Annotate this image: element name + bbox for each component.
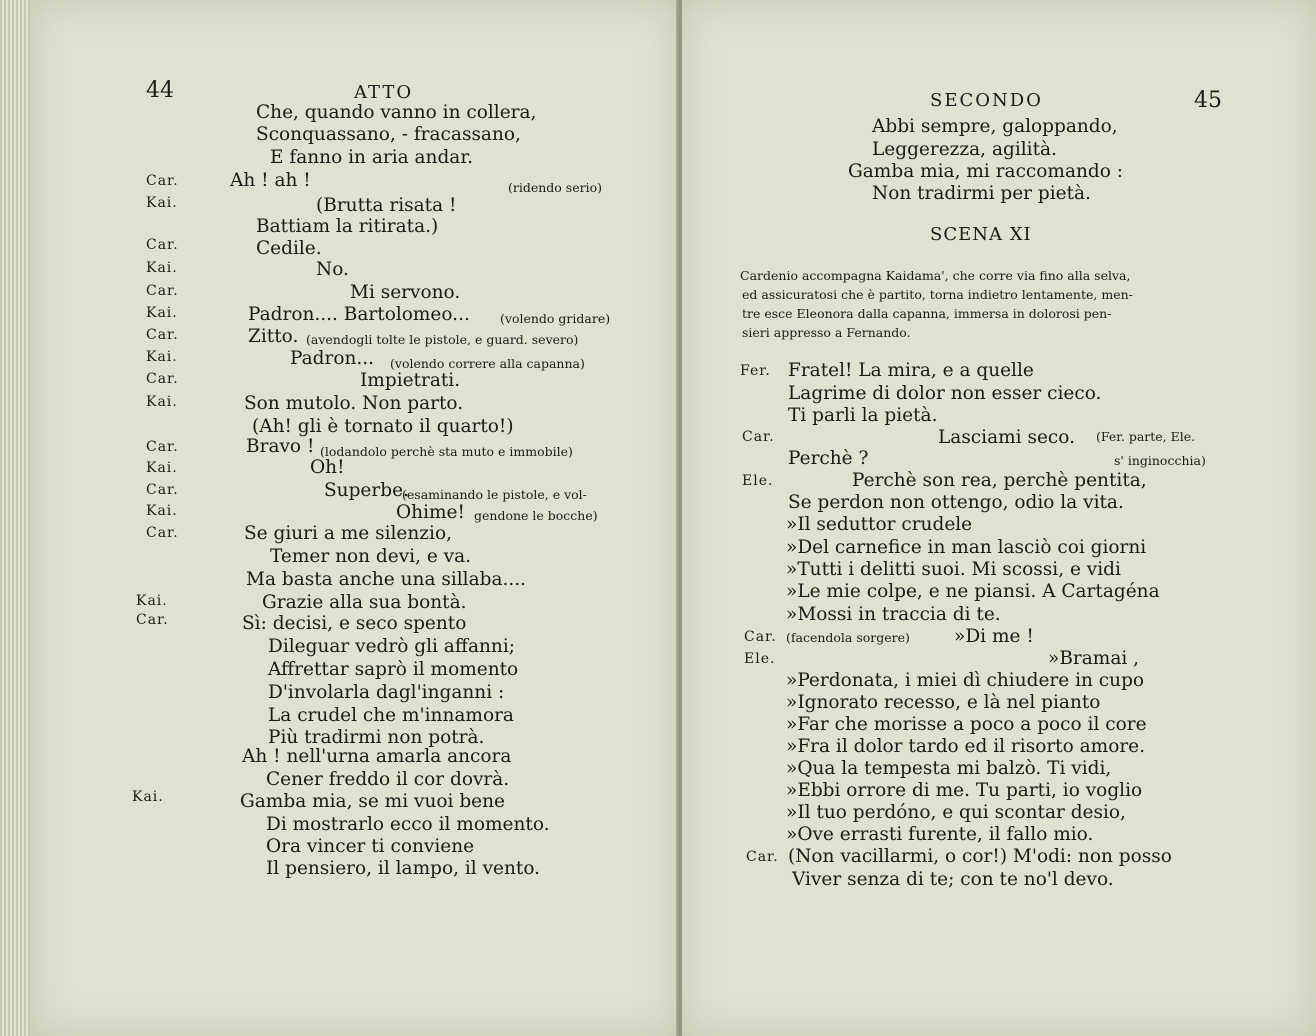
verse-line: Cener freddo il cor dovrà. xyxy=(266,769,510,790)
verse-line: »Fra il dolor tardo ed il risorto amore. xyxy=(786,736,1146,757)
speaker-label: Car. xyxy=(742,429,775,445)
page-edges xyxy=(0,0,32,1036)
verse-line: »Qua la tempesta mi balzò. Ti vidi, xyxy=(786,758,1112,779)
speaker-label: Car. xyxy=(746,849,779,865)
stage-direction: (Fer. parte, Ele. xyxy=(1096,429,1196,444)
verse-line: Gamba mia, mi raccomando : xyxy=(848,161,1124,182)
verse-line: Viver senza di te; con te no'l devo. xyxy=(792,869,1114,890)
verse-line: Lagrime di dolor non esser cieco. xyxy=(788,383,1102,404)
right-page xyxy=(682,0,1316,1036)
verse-line: Zitto. xyxy=(248,326,299,347)
verse-line: Impietrati. xyxy=(360,370,461,391)
verse-line: No. xyxy=(316,259,349,280)
stage-direction: gendone le bocche) xyxy=(474,508,598,523)
stage-direction: (lodandolo perchè sta muto e immobile) xyxy=(320,444,573,459)
verse-line: Leggerezza, agilità. xyxy=(872,139,1057,160)
verse-line: Gamba mia, se mi vuoi bene xyxy=(240,791,505,812)
scene-title: SCENA XI xyxy=(930,224,1032,245)
speaker-label: Kai. xyxy=(146,305,178,321)
verse-line: (Ah! gli è tornato il quarto!) xyxy=(252,416,514,437)
verse-line: Il pensiero, il lampo, il vento. xyxy=(266,858,541,879)
verse-line: Perchè ? xyxy=(788,448,869,469)
verse-line: Abbi sempre, galoppando, xyxy=(872,116,1118,137)
verse-line: Più tradirmi non potrà. xyxy=(268,727,485,748)
scene-description: Cardenio accompagna Kaidama', che corre via fino alla selva, xyxy=(740,268,1131,283)
running-header: SECONDO xyxy=(930,90,1043,111)
verse-line: Padron.... Bartolomeo... xyxy=(248,304,470,325)
verse-line: (Non vacillarmi, o cor!) M'odi: non posso xyxy=(788,846,1172,867)
verse-line: Cedile. xyxy=(256,238,322,259)
stage-direction: (ridendo serio) xyxy=(508,180,602,195)
speaker-label: Car. xyxy=(146,327,179,343)
verse-line: Perchè son rea, perchè pentita, xyxy=(852,470,1147,491)
verse-line: Superbe. xyxy=(324,480,409,501)
verse-line: Sconquassano, - fracassano, xyxy=(256,124,521,145)
verse-line: »Bramai , xyxy=(1048,648,1140,669)
speaker-label: Kai. xyxy=(132,789,164,805)
scene-description: sieri appresso a Fernando. xyxy=(742,325,911,340)
verse-line: Ah ! nell'urna amarla ancora xyxy=(242,746,512,767)
verse-line: Son mutolo. Non parto. xyxy=(244,393,464,414)
verse-line: Mi servono. xyxy=(350,282,461,303)
page-number: 45 xyxy=(1194,88,1222,113)
verse-line: Non tradirmi per pietà. xyxy=(872,183,1091,204)
speaker-label: Car. xyxy=(136,612,169,628)
speaker-label: Car. xyxy=(146,237,179,253)
verse-line: »Del carnefice in man lasciò coi giorni xyxy=(786,537,1147,558)
verse-line: E fanno in aria andar. xyxy=(270,147,474,168)
speaker-label: Kai. xyxy=(146,349,178,365)
verse-line: Dileguar vedrò gli affanni; xyxy=(268,636,515,657)
scene-description: tre esce Eleonora dalla capanna, immersa in dolorosi pen- xyxy=(742,306,1112,321)
speaker-label: Car. xyxy=(146,482,179,498)
verse-line: »Ignorato recesso, e là nel pianto xyxy=(786,692,1101,713)
speaker-label: Car. xyxy=(744,629,777,645)
verse-line: Se perdon non ottengo, odio la vita. xyxy=(788,492,1124,513)
stage-direction: (avendogli tolte le pistole, e guard. severo) xyxy=(306,332,579,347)
stage-direction: (volendo correre alla capanna) xyxy=(390,356,585,371)
verse-line: »Far che morisse a poco a poco il core xyxy=(786,714,1147,735)
speaker-label: Car. xyxy=(146,525,179,541)
speaker-label: Car. xyxy=(146,283,179,299)
stage-direction: (volendo gridare) xyxy=(500,311,611,326)
speaker-label: Ele. xyxy=(744,651,776,667)
speaker-label: Ele. xyxy=(742,473,774,489)
verse-line: Ohime! xyxy=(396,502,465,523)
speaker-label: Kai. xyxy=(146,394,178,410)
verse-line: »Ove errasti furente, il fallo mio. xyxy=(786,824,1094,845)
verse-line: »Ebbi orrore di me. Tu parti, io voglio xyxy=(786,780,1143,801)
speaker-label: Kai. xyxy=(146,195,178,211)
verse-line: »Perdonata, i miei dì chiudere in cupo xyxy=(786,670,1145,691)
scene-description: ed assicuratosi che è partito, torna indietro lentamente, men- xyxy=(742,287,1133,302)
page-number: 44 xyxy=(146,78,174,103)
speaker-label: Kai. xyxy=(146,503,178,519)
verse-line: »Il tuo perdóno, e qui scontar desio, xyxy=(786,802,1126,823)
verse-line: Affrettar saprò il momento xyxy=(268,659,519,680)
speaker-label: Fer. xyxy=(740,363,771,379)
speaker-label: Car. xyxy=(146,371,179,387)
verse-line: Che, quando vanno in collera, xyxy=(256,102,537,123)
speaker-label: Car. xyxy=(146,439,179,455)
speaker-label: Kai. xyxy=(146,260,178,276)
verse-line: La crudel che m'innamora xyxy=(268,705,514,726)
verse-line: »Tutti i delitti suoi. Mi scossi, e vidi xyxy=(786,559,1121,580)
stage-direction: (esaminando le pistole, e vol- xyxy=(402,487,587,502)
verse-line: Ti parli la pietà. xyxy=(788,405,938,426)
verse-line: Battiam la ritirata.) xyxy=(256,216,439,237)
verse-line: Se giuri a me silenzio, xyxy=(244,523,452,544)
verse-line: Grazie alla sua bontà. xyxy=(262,592,467,613)
running-header: ATTO xyxy=(354,82,414,103)
verse-line: D'involarla dagl'inganni : xyxy=(268,682,505,703)
verse-line: »Di me ! xyxy=(954,626,1034,647)
verse-line: Padron... xyxy=(290,348,375,369)
verse-line: Ora vincer ti conviene xyxy=(266,836,475,857)
verse-line: Di mostrarlo ecco il momento. xyxy=(266,814,550,835)
verse-line: Bravo ! xyxy=(246,436,315,457)
stage-direction: (facendola sorgere) xyxy=(786,630,910,645)
speaker-label: Kai. xyxy=(136,593,168,609)
verse-line: Ma basta anche una sillaba.... xyxy=(246,569,527,590)
verse-line: Sì: decisi, e seco spento xyxy=(242,613,467,634)
verse-line: »Mossi in traccia di te. xyxy=(786,604,1001,625)
verse-line: Lasciami seco. xyxy=(938,427,1075,448)
verse-line: Ah ! ah ! xyxy=(230,170,311,191)
verse-line: Oh! xyxy=(310,457,345,478)
verse-line: (Brutta risata ! xyxy=(316,195,457,216)
left-page xyxy=(30,0,679,1036)
stage-direction: s' inginocchia) xyxy=(1114,453,1206,468)
verse-line: Fratel! La mira, e a quelle xyxy=(788,360,1034,381)
speaker-label: Kai. xyxy=(146,460,178,476)
verse-line: »Le mie colpe, e ne piansi. A Cartagéna xyxy=(786,581,1160,602)
verse-line: Temer non devi, e va. xyxy=(270,546,472,567)
verse-line: »Il seduttor crudele xyxy=(786,514,973,535)
speaker-label: Car. xyxy=(146,173,179,189)
